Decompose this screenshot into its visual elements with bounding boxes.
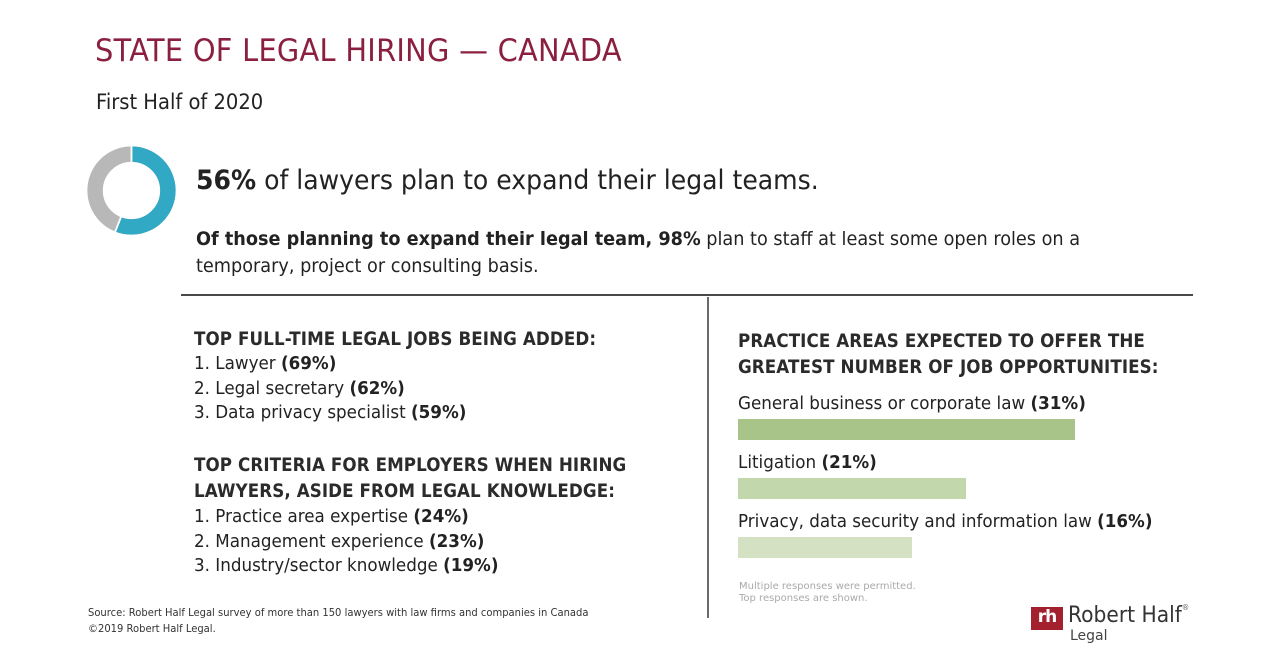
list-item-label: 3. Industry/sector knowledge <box>194 555 444 576</box>
subline-bold: Of those planning to expand their legal team, 98% <box>196 228 701 250</box>
page-title: STATE OF LEGAL HIRING — CANADA <box>95 33 622 69</box>
donut-chart-56-percent <box>86 145 177 236</box>
bar-label-corporate <box>738 393 1086 414</box>
list-item-value: (24%) <box>413 506 469 527</box>
list-item-value: (19%) <box>443 555 499 576</box>
list-item-label: 3. Data privacy specialist <box>194 402 412 423</box>
registered-mark: ® <box>1181 603 1190 612</box>
criteria-title-line-1: TOP CRITERIA FOR EMPLOYERS WHEN HIRING <box>194 454 627 476</box>
list-item <box>194 377 466 402</box>
list-item-label: 2. Legal secretary <box>194 377 350 399</box>
bar-label-text: Privacy, data security and information law <box>738 511 1098 532</box>
copyright-text: ©2019 Robert Half Legal. <box>88 623 216 635</box>
bar-label-value: (31%) <box>1030 393 1086 414</box>
practice-areas-title-line-1: PRACTICE AREAS EXPECTED TO OFFER THE <box>738 330 1145 352</box>
bar-corporate <box>738 419 1075 440</box>
bar-label-value: (16%) <box>1097 511 1153 532</box>
headline-stat: 56% <box>196 165 257 196</box>
list-item-label: 2. Management experience <box>194 530 429 552</box>
list-item <box>194 505 498 530</box>
list-item-value: (23%) <box>428 530 485 552</box>
logo-sub: Legal <box>1070 628 1108 644</box>
criteria-title-line-2: LAWYERS, ASIDE FROM LEGAL KNOWLEDGE: <box>194 480 615 502</box>
logo-name-text: Robert Half <box>1068 603 1182 628</box>
subline-text: plan to staff at least some open roles on a temporary, project or consulting basis. <box>196 228 1081 277</box>
bar-litigation <box>738 478 966 499</box>
bar-label-text: General business or corporate law <box>738 393 1031 414</box>
criteria-list <box>194 505 521 579</box>
responses-note <box>739 581 916 605</box>
source-footer <box>88 605 588 637</box>
list-item-value: (59%) <box>411 402 467 423</box>
bar-label-text: Litigation <box>738 452 822 473</box>
headline-text: of lawyers plan to expand their legal teams. <box>256 165 819 196</box>
source-text: Source: Robert Half Legal survey of more than 150 lawyers with law firms and companies in Canada <box>88 607 589 619</box>
jobs-section-title: TOP FULL-TIME LEGAL JOBS BEING ADDED: <box>194 328 597 350</box>
bar-label-value: (21%) <box>821 452 877 473</box>
list-item <box>194 401 466 426</box>
list-item-value: (69%) <box>280 353 337 374</box>
vertical-divider <box>707 297 709 618</box>
practice-areas-title-line-2: GREATEST NUMBER OF JOB OPPORTUNITIES: <box>738 356 1159 378</box>
note-line-2: Top responses are shown. <box>739 593 868 604</box>
bar-label-privacy <box>738 511 1152 532</box>
bar-label-litigation <box>738 452 877 473</box>
list-item-value: (62%) <box>349 377 405 399</box>
page-subtitle: First Half of 2020 <box>96 90 264 114</box>
headline <box>196 165 819 196</box>
practice-areas-title <box>738 328 1216 380</box>
list-item <box>194 554 498 579</box>
list-item <box>194 352 466 377</box>
note-line-1: Multiple responses were permitted. <box>739 581 916 592</box>
subline <box>196 226 1154 280</box>
horizontal-divider <box>181 294 1193 296</box>
jobs-list <box>194 352 487 426</box>
logo-name <box>1068 603 1189 628</box>
rh-logo-icon: rh <box>1031 607 1063 630</box>
list-item-label: 1. Lawyer <box>194 353 281 374</box>
criteria-section-title <box>194 452 685 504</box>
robert-half-legal-logo <box>1031 605 1211 645</box>
list-item-label: 1. Practice area expertise <box>194 506 414 527</box>
list-item <box>194 530 498 555</box>
bar-privacy <box>738 537 912 558</box>
